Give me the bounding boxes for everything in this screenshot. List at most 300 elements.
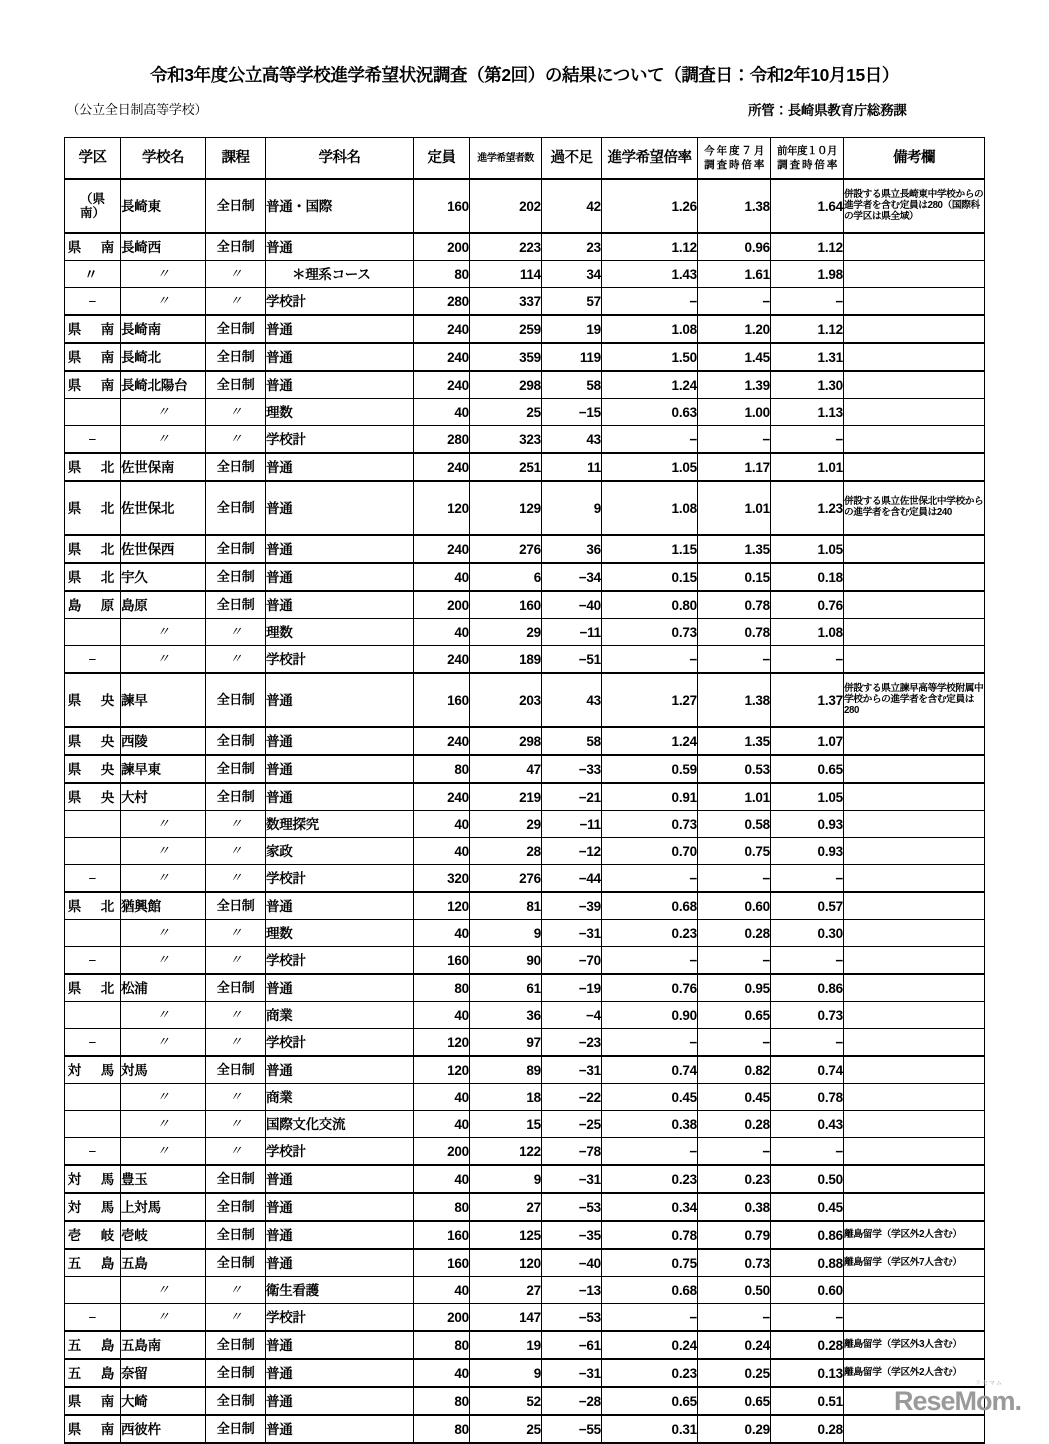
cell-school: 西彼杵 [121, 1415, 206, 1443]
cell-july-rate: 1.01 [698, 783, 771, 811]
header-july-rate [698, 138, 771, 180]
cell-prev-rate: 1.08 [771, 619, 844, 646]
cell-rate: 1.05 [602, 453, 698, 481]
cell-july-rate: 1.01 [698, 481, 771, 535]
table-row [65, 892, 985, 920]
cell-capacity: 200 [414, 591, 470, 619]
table-row [65, 1331, 985, 1359]
cell-july-rate: 0.65 [698, 1002, 771, 1029]
cell-notes [844, 811, 985, 838]
table-row [65, 727, 985, 755]
cell-department: 普通 [266, 1415, 414, 1443]
cell-department: 理数 [266, 619, 414, 646]
cell-district: 五 島 [65, 1359, 121, 1387]
cell-notes: 離島留学（学区外2人含む） [844, 1221, 985, 1249]
cell-district: 五 島 [65, 1331, 121, 1359]
cell-department: 普通 [266, 481, 414, 535]
cell-applicants: 276 [470, 865, 542, 893]
table-row [65, 1221, 985, 1249]
cell-applicants: 203 [470, 673, 542, 727]
cell-july-rate: 0.60 [698, 892, 771, 920]
table-row [65, 1111, 985, 1138]
cell-capacity: 160 [414, 673, 470, 727]
cell-district: 島 原 [65, 591, 121, 619]
cell-rate: 0.78 [602, 1221, 698, 1249]
cell-rate: − [602, 426, 698, 454]
cell-course: 〃 [206, 261, 266, 288]
table-row [65, 233, 985, 261]
cell-july-rate: 1.17 [698, 453, 771, 481]
table-row [65, 1002, 985, 1029]
cell-rate: 1.12 [602, 233, 698, 261]
cell-course: 全日制 [206, 1056, 266, 1084]
cell-rate: 0.80 [602, 591, 698, 619]
cell-rate: − [602, 1138, 698, 1166]
cell-rate: − [602, 646, 698, 674]
cell-surplus-deficit: −23 [542, 1029, 602, 1057]
cell-district: 県 北 [65, 453, 121, 481]
cell-surplus-deficit: −12 [542, 838, 602, 865]
table-body [65, 179, 985, 1443]
cell-school: 大村 [121, 783, 206, 811]
cell-department: 普通 [266, 1387, 414, 1415]
cell-prev-rate: 0.51 [771, 1387, 844, 1415]
cell-prev-rate: 0.73 [771, 1002, 844, 1029]
cell-rate: 0.23 [602, 1359, 698, 1387]
cell-department: 学校計 [266, 947, 414, 975]
cell-capacity: 80 [414, 261, 470, 288]
cell-course: 〃 [206, 838, 266, 865]
table-row [65, 1165, 985, 1193]
header-prev-rate-line2: 調 査 時 倍 率 [777, 159, 837, 172]
cell-notes [844, 426, 985, 454]
cell-prev-rate: 0.74 [771, 1056, 844, 1084]
cell-course: 〃 [206, 619, 266, 646]
cell-district: − [65, 426, 121, 454]
cell-surplus-deficit: 58 [542, 727, 602, 755]
cell-department: 普通 [266, 535, 414, 563]
cell-school: 〃 [121, 1138, 206, 1166]
cell-capacity: 40 [414, 920, 470, 947]
cell-notes [844, 619, 985, 646]
cell-capacity: 80 [414, 1193, 470, 1221]
table-row [65, 261, 985, 288]
cell-july-rate: 0.79 [698, 1221, 771, 1249]
cell-july-rate: 1.35 [698, 727, 771, 755]
cell-capacity: 240 [414, 371, 470, 399]
cell-surplus-deficit: −44 [542, 865, 602, 893]
cell-prev-rate: 0.60 [771, 1277, 844, 1304]
cell-july-rate: 1.45 [698, 343, 771, 371]
cell-surplus-deficit: −40 [542, 1249, 602, 1277]
cell-rate: 0.90 [602, 1002, 698, 1029]
cell-applicants: 160 [470, 591, 542, 619]
cell-notes [844, 288, 985, 316]
cell-capacity: 40 [414, 1277, 470, 1304]
header-july-rate-line2: 調 査 時 倍 率 [704, 159, 764, 172]
cell-department: 学校計 [266, 865, 414, 893]
cell-surplus-deficit: −53 [542, 1304, 602, 1332]
cell-surplus-deficit: −31 [542, 1165, 602, 1193]
cell-school: 壱岐 [121, 1221, 206, 1249]
cell-surplus-deficit: −21 [542, 783, 602, 811]
cell-applicants: 47 [470, 755, 542, 783]
cell-school: 大崎 [121, 1387, 206, 1415]
cell-applicants: 27 [470, 1277, 542, 1304]
cell-rate: 1.27 [602, 673, 698, 727]
cell-notes [844, 783, 985, 811]
cell-surplus-deficit: −22 [542, 1084, 602, 1111]
header-capacity: 定員 [414, 138, 470, 180]
cell-prev-rate: 1.64 [771, 179, 844, 233]
cell-capacity: 280 [414, 288, 470, 316]
cell-school: 〃 [121, 619, 206, 646]
cell-course: 〃 [206, 1277, 266, 1304]
cell-district [65, 1277, 121, 1304]
cell-department: 普通 [266, 371, 414, 399]
cell-rate: 0.68 [602, 892, 698, 920]
cell-prev-rate: 0.28 [771, 1415, 844, 1443]
table-row [65, 591, 985, 619]
cell-prev-rate: 0.18 [771, 563, 844, 591]
cell-department: 普通 [266, 1165, 414, 1193]
cell-notes [844, 838, 985, 865]
cell-prev-rate: − [771, 426, 844, 454]
cell-capacity: 120 [414, 1029, 470, 1057]
cell-district [65, 811, 121, 838]
cell-capacity: 240 [414, 315, 470, 343]
cell-department: 普通 [266, 892, 414, 920]
cell-prev-rate: 0.65 [771, 755, 844, 783]
cell-district: 県 北 [65, 892, 121, 920]
table-row [65, 563, 985, 591]
cell-department: 理数 [266, 399, 414, 426]
cell-prev-rate: 1.01 [771, 453, 844, 481]
cell-rate: 0.38 [602, 1111, 698, 1138]
cell-prev-rate: − [771, 288, 844, 316]
cell-course: 〃 [206, 426, 266, 454]
cell-school: 〃 [121, 1277, 206, 1304]
header-prev-rate [771, 138, 844, 180]
cell-notes [844, 920, 985, 947]
cell-notes [844, 974, 985, 1002]
cell-prev-rate: − [771, 646, 844, 674]
cell-july-rate: 1.20 [698, 315, 771, 343]
cell-applicants: 97 [470, 1029, 542, 1057]
cell-surplus-deficit: −34 [542, 563, 602, 591]
subtitle-authority: 所管：長崎県教育庁総務課 [748, 103, 907, 119]
cell-course: 全日制 [206, 1387, 266, 1415]
cell-applicants: 19 [470, 1331, 542, 1359]
cell-department: 普通 [266, 1249, 414, 1277]
table-row [65, 619, 985, 646]
cell-school: 〃 [121, 288, 206, 316]
cell-course: 全日制 [206, 783, 266, 811]
cell-rate: 0.65 [602, 1387, 698, 1415]
cell-school: 上対馬 [121, 1193, 206, 1221]
cell-course: 〃 [206, 1002, 266, 1029]
cell-district [65, 838, 121, 865]
cell-department: 学校計 [266, 426, 414, 454]
cell-july-rate: 1.35 [698, 535, 771, 563]
cell-capacity: 200 [414, 1138, 470, 1166]
enrollment-table [64, 137, 985, 1444]
cell-school: 〃 [121, 811, 206, 838]
cell-prev-rate: 1.31 [771, 343, 844, 371]
cell-notes [844, 755, 985, 783]
cell-july-rate: 0.29 [698, 1415, 771, 1443]
cell-school: 長崎西 [121, 233, 206, 261]
cell-department: 普通 [266, 233, 414, 261]
cell-district: 県 南 [65, 1415, 121, 1443]
cell-course: 〃 [206, 646, 266, 674]
cell-course: 全日制 [206, 453, 266, 481]
cell-course: 〃 [206, 920, 266, 947]
cell-applicants: 129 [470, 481, 542, 535]
cell-school: 〃 [121, 865, 206, 893]
cell-district: 県 央 [65, 673, 121, 727]
cell-prev-rate: 0.43 [771, 1111, 844, 1138]
cell-capacity: 40 [414, 811, 470, 838]
table-row [65, 646, 985, 674]
header-department: 学科名 [266, 138, 414, 180]
cell-notes [844, 1277, 985, 1304]
cell-district: 対 馬 [65, 1193, 121, 1221]
cell-course: 〃 [206, 1138, 266, 1166]
header-july-rate-line1: 今 年 度 ７ 月 [704, 145, 764, 158]
cell-school: 〃 [121, 1111, 206, 1138]
cell-july-rate: 0.28 [698, 1111, 771, 1138]
cell-district: − [65, 865, 121, 893]
cell-notes [844, 315, 985, 343]
cell-surplus-deficit: −61 [542, 1331, 602, 1359]
table-row [65, 481, 985, 535]
cell-july-rate: 0.75 [698, 838, 771, 865]
cell-course: 〃 [206, 1304, 266, 1332]
table-row [65, 673, 985, 727]
cell-course: 全日制 [206, 1331, 266, 1359]
cell-surplus-deficit: −15 [542, 399, 602, 426]
cell-rate: 0.74 [602, 1056, 698, 1084]
cell-july-rate: 0.78 [698, 591, 771, 619]
cell-capacity: 40 [414, 1002, 470, 1029]
cell-rate: 1.26 [602, 179, 698, 233]
table-row [65, 315, 985, 343]
cell-prev-rate: 0.30 [771, 920, 844, 947]
cell-department: 学校計 [266, 1029, 414, 1057]
cell-surplus-deficit: 58 [542, 371, 602, 399]
cell-school: 五島南 [121, 1331, 206, 1359]
cell-course: 全日制 [206, 755, 266, 783]
cell-applicants: 81 [470, 892, 542, 920]
subtitle-scope: （公立全日制高等学校） [66, 102, 208, 118]
cell-applicants: 219 [470, 783, 542, 811]
cell-prev-rate: − [771, 865, 844, 893]
cell-prev-rate: 0.57 [771, 892, 844, 920]
cell-surplus-deficit: 11 [542, 453, 602, 481]
cell-rate: 0.34 [602, 1193, 698, 1221]
table-row [65, 426, 985, 454]
cell-surplus-deficit: −13 [542, 1277, 602, 1304]
cell-rate: 0.59 [602, 755, 698, 783]
cell-department: 普通 [266, 1193, 414, 1221]
cell-school: 佐世保西 [121, 535, 206, 563]
cell-applicants: 9 [470, 1165, 542, 1193]
cell-department: 普通 [266, 563, 414, 591]
cell-notes [844, 1304, 985, 1332]
cell-notes: 離島留学（学区外7人含む） [844, 1249, 985, 1277]
cell-district: 五 島 [65, 1249, 121, 1277]
table-row [65, 1387, 985, 1415]
cell-capacity: 80 [414, 755, 470, 783]
cell-surplus-deficit: −35 [542, 1221, 602, 1249]
cell-district: − [65, 1029, 121, 1057]
cell-capacity: 200 [414, 233, 470, 261]
cell-district [65, 619, 121, 646]
cell-notes [844, 261, 985, 288]
cell-notes [844, 343, 985, 371]
table-row [65, 920, 985, 947]
cell-district: 県 央 [65, 727, 121, 755]
cell-applicants: 202 [470, 179, 542, 233]
cell-applicants: 25 [470, 1415, 542, 1443]
cell-notes [844, 1029, 985, 1057]
cell-department: 家政 [266, 838, 414, 865]
cell-capacity: 320 [414, 865, 470, 893]
cell-notes: 離島留学（学区外2人含む） [844, 1359, 985, 1387]
cell-notes: 併設する県立佐世保北中学校からの進学者を含む定員は240 [844, 481, 985, 535]
cell-applicants: 18 [470, 1084, 542, 1111]
cell-department: 国際文化交流 [266, 1111, 414, 1138]
cell-school: 長崎北陽台 [121, 371, 206, 399]
cell-department: 普通 [266, 1359, 414, 1387]
table-row [65, 399, 985, 426]
cell-prev-rate: 1.12 [771, 315, 844, 343]
cell-july-rate: 0.96 [698, 233, 771, 261]
cell-surplus-deficit: 42 [542, 179, 602, 233]
cell-prev-rate: 0.45 [771, 1193, 844, 1221]
table-row [65, 1029, 985, 1057]
cell-rate: 0.23 [602, 1165, 698, 1193]
cell-notes [844, 1002, 985, 1029]
cell-applicants: 114 [470, 261, 542, 288]
cell-july-rate: 0.28 [698, 920, 771, 947]
cell-prev-rate: 1.30 [771, 371, 844, 399]
cell-surplus-deficit: −53 [542, 1193, 602, 1221]
cell-school: 西陵 [121, 727, 206, 755]
cell-prev-rate: 1.07 [771, 727, 844, 755]
cell-surplus-deficit: 36 [542, 535, 602, 563]
cell-notes [844, 865, 985, 893]
cell-rate: 0.63 [602, 399, 698, 426]
cell-school: 佐世保南 [121, 453, 206, 481]
cell-course: 全日制 [206, 1165, 266, 1193]
cell-prev-rate: 0.86 [771, 1221, 844, 1249]
table-row [65, 179, 985, 233]
cell-district: 県 南 [65, 315, 121, 343]
cell-department: 普通 [266, 1221, 414, 1249]
cell-rate: 0.45 [602, 1084, 698, 1111]
cell-rate: 0.23 [602, 920, 698, 947]
cell-applicants: 61 [470, 974, 542, 1002]
cell-prev-rate: 0.88 [771, 1249, 844, 1277]
cell-applicants: 189 [470, 646, 542, 674]
cell-capacity: 120 [414, 481, 470, 535]
cell-prev-rate: 1.05 [771, 535, 844, 563]
cell-rate: 1.43 [602, 261, 698, 288]
cell-course: 全日制 [206, 673, 266, 727]
table-row [65, 371, 985, 399]
cell-surplus-deficit: 9 [542, 481, 602, 535]
cell-july-rate: 0.95 [698, 974, 771, 1002]
cell-rate: 1.24 [602, 727, 698, 755]
table-row [65, 1138, 985, 1166]
cell-department: 理数 [266, 920, 414, 947]
cell-applicants: 125 [470, 1221, 542, 1249]
table-row [65, 1056, 985, 1084]
cell-applicants: 251 [470, 453, 542, 481]
cell-notes [844, 1111, 985, 1138]
cell-capacity: 80 [414, 1387, 470, 1415]
table-row [65, 535, 985, 563]
cell-course: 全日制 [206, 727, 266, 755]
header-row [65, 138, 985, 180]
cell-surplus-deficit: −33 [542, 755, 602, 783]
cell-notes [844, 453, 985, 481]
cell-july-rate: 0.65 [698, 1387, 771, 1415]
cell-school: 〃 [121, 426, 206, 454]
cell-notes [844, 947, 985, 975]
cell-school: 対馬 [121, 1056, 206, 1084]
cell-july-rate: − [698, 1138, 771, 1166]
cell-course: 〃 [206, 399, 266, 426]
cell-school: 五島 [121, 1249, 206, 1277]
cell-district: 〃 [65, 261, 121, 288]
cell-district: − [65, 288, 121, 316]
header-district: 学区 [65, 138, 121, 180]
table-row [65, 1277, 985, 1304]
cell-district: 県 央 [65, 783, 121, 811]
cell-surplus-deficit: −51 [542, 646, 602, 674]
cell-district: − [65, 1138, 121, 1166]
cell-department: 普通 [266, 591, 414, 619]
cell-course: 全日制 [206, 1221, 266, 1249]
cell-department: 普通 [266, 453, 414, 481]
cell-july-rate: 0.24 [698, 1331, 771, 1359]
cell-course: 全日制 [206, 1193, 266, 1221]
cell-school: 〃 [121, 920, 206, 947]
cell-capacity: 40 [414, 1359, 470, 1387]
cell-department: 学校計 [266, 1138, 414, 1166]
cell-prev-rate: 1.98 [771, 261, 844, 288]
cell-july-rate: 0.53 [698, 755, 771, 783]
cell-course: 全日制 [206, 481, 266, 535]
cell-district: 県 南 [65, 343, 121, 371]
cell-surplus-deficit: −39 [542, 892, 602, 920]
cell-july-rate: 0.15 [698, 563, 771, 591]
cell-department: 普通 [266, 1056, 414, 1084]
cell-capacity: 240 [414, 646, 470, 674]
cell-school: 〃 [121, 646, 206, 674]
cell-applicants: 259 [470, 315, 542, 343]
cell-course: 全日制 [206, 1415, 266, 1443]
cell-prev-rate: 1.23 [771, 481, 844, 535]
cell-capacity: 40 [414, 1111, 470, 1138]
cell-applicants: 28 [470, 838, 542, 865]
cell-applicants: 15 [470, 1111, 542, 1138]
cell-capacity: 80 [414, 1331, 470, 1359]
cell-applicants: 25 [470, 399, 542, 426]
